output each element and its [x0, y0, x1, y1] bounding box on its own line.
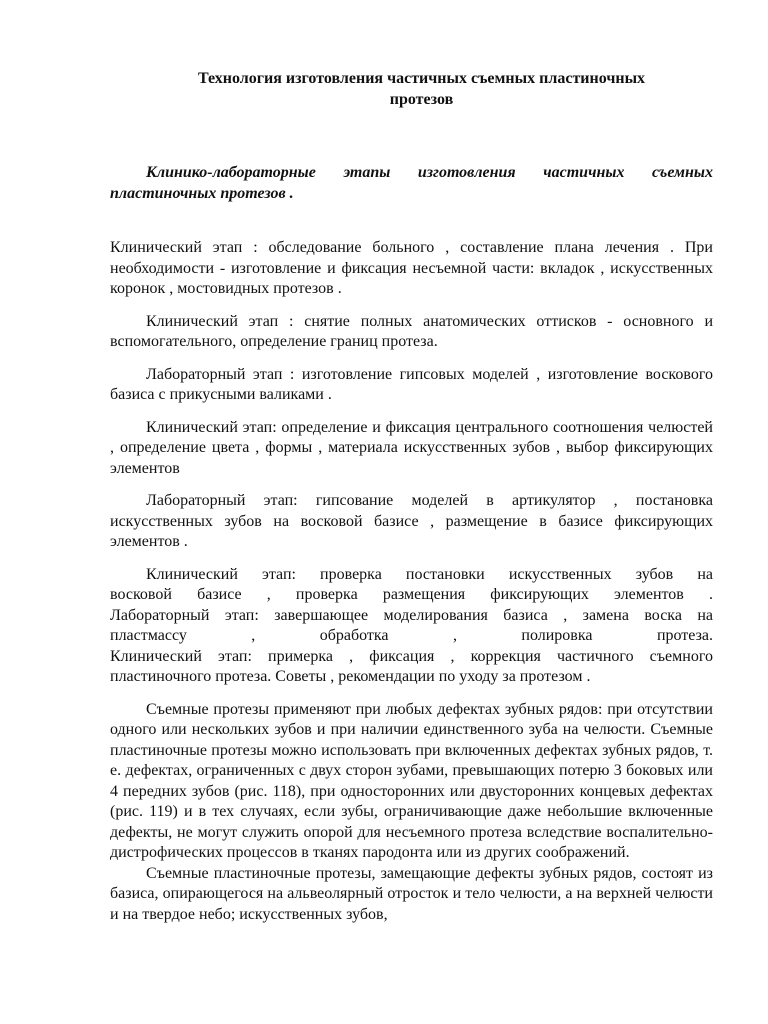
combined-stages-block: [110, 565, 713, 688]
combined-line-4: пластмассу , обработка , полировка протеза.: [110, 627, 713, 644]
combined-line-6: пластиночного протеза. Советы , рекомендации по уходу за протезом .: [110, 668, 591, 685]
body-paragraph-1: Съемные протезы применяют при любых дефектах зубных рядов: при отсутствии одного или нескольких зубов и при наличии единственного зуба на челюсти. Съемные пластиночные протезы можно использовать при включенных дефектах зубных рядов, т. е. дефектах, ограниченных с двух сторон зубами, превышающих потерю 3 боковых или 4 передних зубов (рис. 118), при односторонних или двусторонних концевых дефектах (рис. 119) и в тех случаях, если зубы, ограничивающие даже небольшие включенные дефекты, не могут служить опорой для несъемного протеза вследствие воспалительно-дистрофических процессов в тканях пародонта или из других соображений.: [110, 700, 713, 861]
document-page: [110, 68, 713, 925]
paragraph-clinical-2: Клинический этап : снятие полных анатомических оттисков - основного и вспомогательного, определение границ протеза.: [110, 312, 713, 350]
section-subtitle: Клинико-лабораторные этапы изготовления частичных съемных пластиночных протезов .: [110, 164, 713, 202]
body-paragraph-2: Съемные пластиночные протезы, замещающие дефекты зубных рядов, состоят из базиса, опирающегося на альвеолярный отросток и тело челюсти, а на верхней челюсти и на твердое небо; искусственных зубов,: [110, 864, 713, 923]
title-line-1: Технология изготовления частичных съемных пластиночных: [197, 70, 646, 87]
stages-section: [110, 238, 713, 925]
paragraph-clinical-3: Клинический этап: определение и фиксация центрального соотношения челюстей , определение цвета , формы , материала искусственных зубов , выбор фиксирующих элементов: [110, 418, 713, 477]
combined-line-2: восковой базисе , проверка размещения фиксирующих элементов .: [110, 586, 713, 603]
document-title: [110, 68, 713, 110]
paragraph-lab-1: Лабораторный этап : изготовление гипсовых моделей , изготовление воскового базиса с прикусными валиками .: [110, 365, 713, 403]
combined-line-3: Лабораторный этап: завершающее моделирования базиса , замена воска на: [110, 606, 713, 624]
paragraph-clinical-1: Клинический этап : обследование больного , составление плана лечения . При необходимости - изготовление и фиксация несъемной части: вкладок , искусственных коронок , мостовидных протезов .: [110, 239, 713, 297]
combined-line-5: Клинический этап: примерка , фиксация , коррекция частичного съемного: [110, 647, 713, 665]
paragraph-lab-2: Лабораторный этап: гипсование моделей в артикулятор , постановка искусственных зубов на восковой базисе , размещение в базисе фиксирующих элементов .: [110, 492, 713, 550]
title-line-2: протезов: [389, 91, 454, 108]
combined-line-1: Клинический этап: проверка постановки искусственных зубов на: [146, 565, 713, 583]
